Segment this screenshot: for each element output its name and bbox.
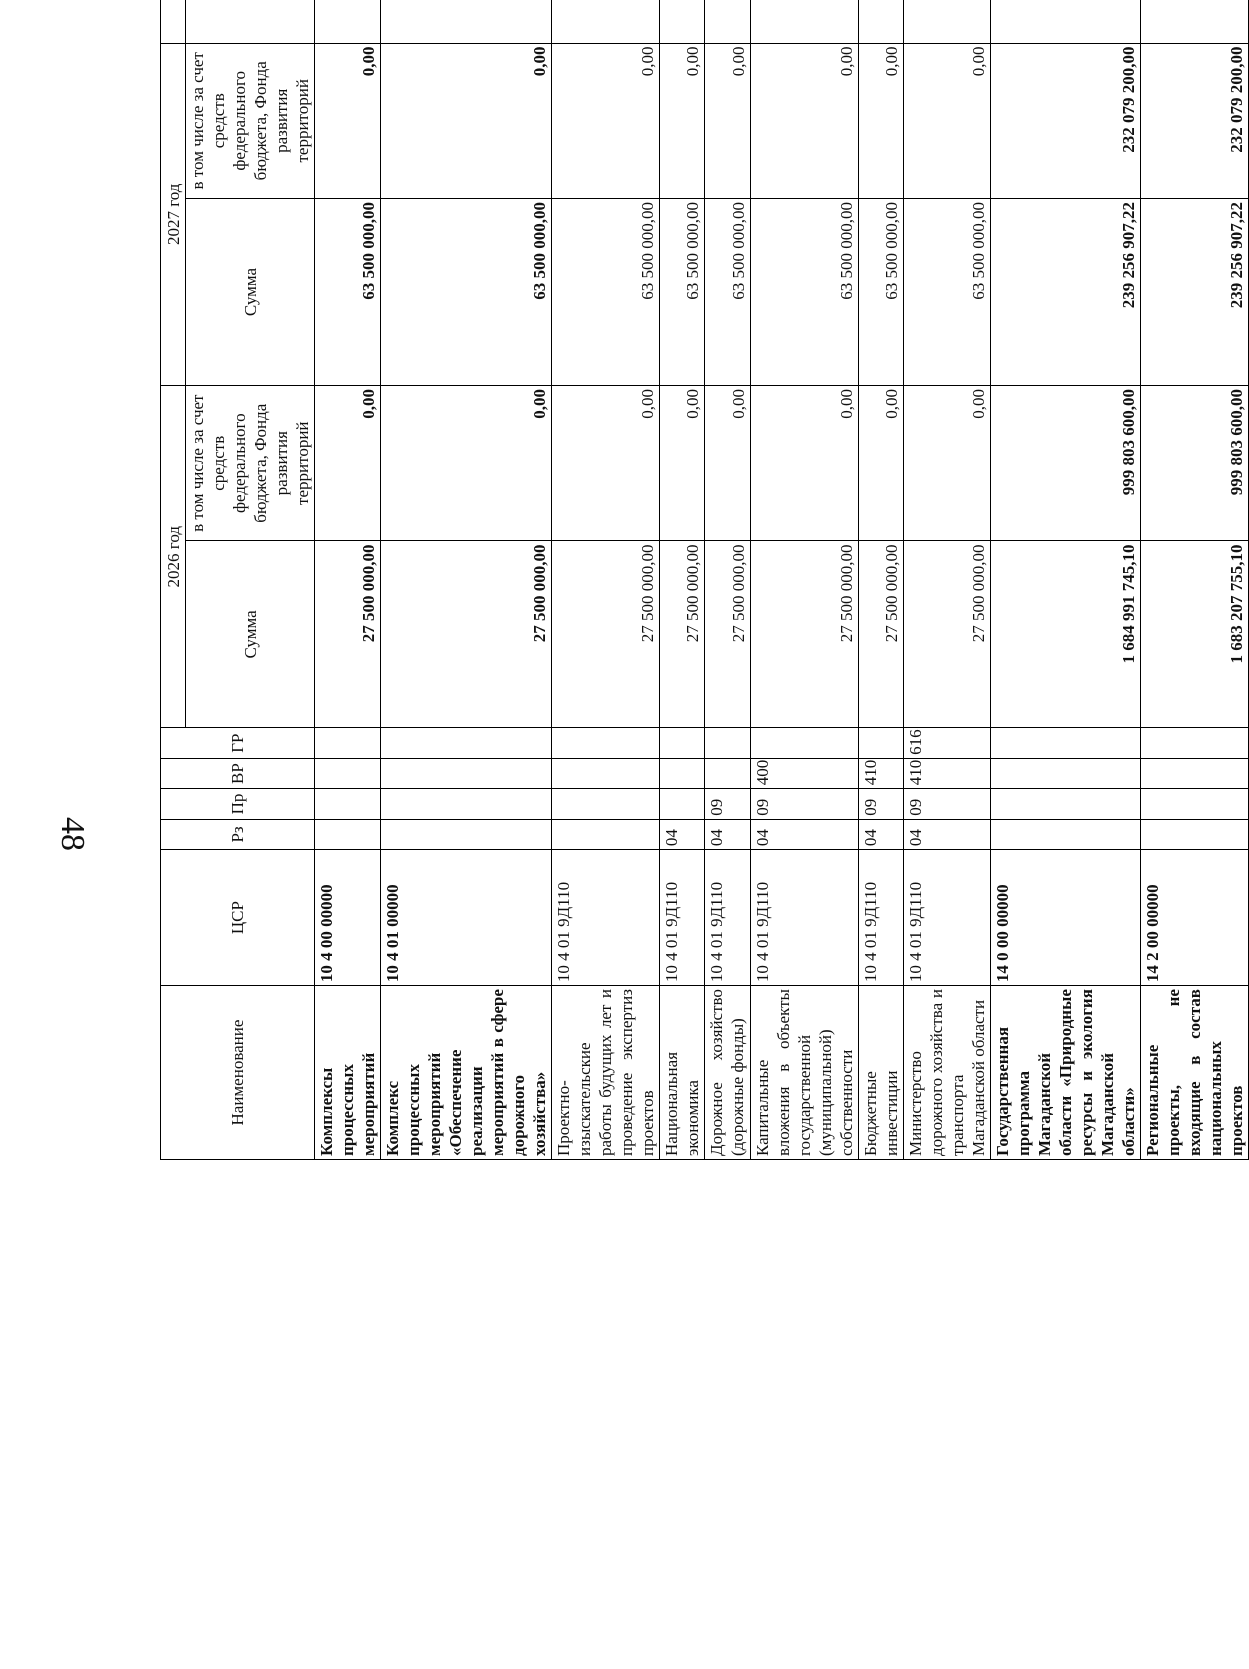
row-csr: 10 4 01 9Д110 <box>552 850 660 986</box>
row-csr: 14 2 00 00000 <box>1141 850 1249 986</box>
row-sum-2026: 27 500 000,00 <box>705 541 751 728</box>
row-sum-2027: 63 500 000,00 <box>751 199 859 386</box>
row-vr <box>705 758 751 788</box>
row-name: Комплексы процессных мероприятий <box>315 986 381 1160</box>
row-fed-2027: 0,00 <box>751 43 859 198</box>
header-year-2027: 2027 год <box>161 43 186 385</box>
row-pr <box>1141 789 1249 819</box>
row-sum-2027: 63 500 000,00 <box>904 199 991 386</box>
row-sum-2027: 239 256 907,22 <box>1141 199 1249 386</box>
row-sum-2026: 1 683 207 755,10 <box>1141 541 1249 728</box>
row-sum-2028 <box>859 0 904 43</box>
row-gr <box>751 728 859 758</box>
page-number: 48 <box>54 817 91 851</box>
table-row <box>660 0 705 1160</box>
row-csr: 10 4 01 9Д110 <box>705 850 751 986</box>
row-pr: 09 <box>751 789 859 819</box>
row-csr: 14 0 00 00000 <box>991 850 1141 986</box>
row-sum-2027: 63 500 000,00 <box>705 199 751 386</box>
row-pr: 09 <box>859 789 904 819</box>
row-pr: 09 <box>705 789 751 819</box>
row-sum-2028 <box>904 0 991 43</box>
row-gr <box>660 728 705 758</box>
row-name: Региональные проекты, не входящие в состав национальных проектов <box>1141 986 1249 1160</box>
row-fed-2027: 0,00 <box>705 43 751 198</box>
row-gr <box>991 728 1141 758</box>
table-row <box>705 0 751 1160</box>
row-csr: 10 4 00 00000 <box>315 850 381 986</box>
row-fed-2027: 232 079 200,00 <box>1141 43 1249 198</box>
table-row <box>991 0 1141 1160</box>
header-sum-2027: Сумма <box>186 199 315 386</box>
header-year-2028 <box>161 0 186 43</box>
row-name: Дорожное хозяйство (дорожные фонды) <box>705 986 751 1160</box>
header-name: Наименование <box>161 986 315 1160</box>
row-name: Проектно-изыскательские работы будущих лет и проведение экспертиз проектов <box>552 986 660 1160</box>
row-rz: 04 <box>904 819 991 849</box>
row-fed-2026: 0,00 <box>315 385 381 540</box>
row-sum-2028 <box>660 0 705 43</box>
row-sum-2026: 27 500 000,00 <box>381 541 552 728</box>
row-sum-2028 <box>991 0 1141 43</box>
header-fed-2027: в том числе за счет средств федерального бюджета, Фонда развития территорий <box>186 43 315 198</box>
table-row <box>751 0 859 1160</box>
row-csr: 10 4 01 9Д110 <box>751 850 859 986</box>
row-sum-2027: 239 256 907,22 <box>991 199 1141 386</box>
row-sum-2028 <box>751 0 859 43</box>
header-rz: Рз <box>161 819 315 849</box>
row-gr <box>859 728 904 758</box>
row-name: Государственная программа Магаданской области «Природные ресурсы и экология Магаданской области» <box>991 986 1141 1160</box>
header-csr: ЦСР <box>161 850 315 986</box>
budget-table <box>160 0 1249 1160</box>
row-sum-2026: 27 500 000,00 <box>904 541 991 728</box>
row-gr <box>381 728 552 758</box>
header-sum-2026: Сумма <box>186 541 315 728</box>
row-vr <box>381 758 552 788</box>
header-sum-2028 <box>186 0 315 43</box>
table-row <box>904 0 991 1160</box>
row-vr <box>552 758 660 788</box>
table-row <box>315 0 381 1160</box>
row-sum-2028 <box>552 0 660 43</box>
row-rz: 04 <box>660 819 705 849</box>
row-fed-2026: 0,00 <box>660 385 705 540</box>
row-sum-2026: 27 500 000,00 <box>660 541 705 728</box>
row-name: Национальная экономика <box>660 986 705 1160</box>
row-sum-2026: 27 500 000,00 <box>315 541 381 728</box>
row-vr <box>315 758 381 788</box>
row-pr <box>991 789 1141 819</box>
row-csr: 10 4 01 00000 <box>381 850 552 986</box>
row-sum-2027: 63 500 000,00 <box>660 199 705 386</box>
row-csr: 10 4 01 9Д110 <box>660 850 705 986</box>
header-vr: ВР <box>161 758 315 788</box>
row-rz: 04 <box>751 819 859 849</box>
row-fed-2027: 232 079 200,00 <box>991 43 1141 198</box>
row-fed-2026: 0,00 <box>552 385 660 540</box>
row-fed-2027: 0,00 <box>315 43 381 198</box>
row-gr: 616 <box>904 728 991 758</box>
row-vr: 410 <box>904 758 991 788</box>
row-gr <box>705 728 751 758</box>
row-rz <box>552 819 660 849</box>
row-sum-2028 <box>315 0 381 43</box>
header-pr: Пр <box>161 789 315 819</box>
row-rz: 04 <box>859 819 904 849</box>
row-fed-2026: 0,00 <box>705 385 751 540</box>
row-name: Комплекс процессных мероприятий «Обеспечение реализации мероприятий в сфере дорожного хозяйства» <box>381 986 552 1160</box>
row-fed-2027: 0,00 <box>904 43 991 198</box>
row-gr <box>1141 728 1249 758</box>
row-name: Капитальные вложения в объекты государственной (муниципальной) собственности <box>751 986 859 1160</box>
row-sum-2027: 63 500 000,00 <box>552 199 660 386</box>
row-sum-2027: 63 500 000,00 <box>315 199 381 386</box>
row-fed-2026: 0,00 <box>381 385 552 540</box>
row-sum-2028 <box>381 0 552 43</box>
row-fed-2026: 0,00 <box>751 385 859 540</box>
row-sum-2027: 63 500 000,00 <box>859 199 904 386</box>
row-name: Бюджетные инвестиции <box>859 986 904 1160</box>
row-pr <box>381 789 552 819</box>
table-row <box>381 0 552 1160</box>
row-vr <box>660 758 705 788</box>
table-row <box>1141 0 1249 1160</box>
header-fed-2026: в том числе за счет средств федерального бюджета, Фонда развития территорий <box>186 385 315 540</box>
row-rz: 04 <box>705 819 751 849</box>
row-fed-2026: 0,00 <box>904 385 991 540</box>
row-rz <box>991 819 1141 849</box>
row-vr <box>991 758 1141 788</box>
row-sum-2028 <box>705 0 751 43</box>
row-vr: 400 <box>751 758 859 788</box>
rotated-table-wrapper <box>160 0 1246 1160</box>
row-fed-2027: 0,00 <box>660 43 705 198</box>
row-sum-2026: 1 684 991 745,10 <box>991 541 1141 728</box>
row-name: Министерство дорожного хозяйства и транспорта Магаданской области <box>904 986 991 1160</box>
row-csr: 10 4 01 9Д110 <box>859 850 904 986</box>
row-fed-2027: 0,00 <box>859 43 904 198</box>
row-gr <box>552 728 660 758</box>
row-vr: 410 <box>859 758 904 788</box>
row-fed-2027: 0,00 <box>381 43 552 198</box>
row-fed-2027: 0,00 <box>552 43 660 198</box>
row-gr <box>315 728 381 758</box>
row-sum-2026: 27 500 000,00 <box>859 541 904 728</box>
row-pr <box>315 789 381 819</box>
table-row <box>859 0 904 1160</box>
table-row <box>552 0 660 1160</box>
row-fed-2026: 999 803 600,00 <box>1141 385 1249 540</box>
row-sum-2028 <box>1141 0 1249 43</box>
row-sum-2026: 27 500 000,00 <box>751 541 859 728</box>
row-csr: 10 4 01 9Д110 <box>904 850 991 986</box>
row-rz <box>1141 819 1249 849</box>
row-vr <box>1141 758 1249 788</box>
row-fed-2026: 999 803 600,00 <box>991 385 1141 540</box>
row-rz <box>315 819 381 849</box>
row-sum-2027: 63 500 000,00 <box>381 199 552 386</box>
row-pr: 09 <box>904 789 991 819</box>
row-pr <box>660 789 705 819</box>
row-rz <box>381 819 552 849</box>
header-year-2026: 2026 год <box>161 385 186 727</box>
row-fed-2026: 0,00 <box>859 385 904 540</box>
header-gr: ГР <box>161 728 315 758</box>
row-pr <box>552 789 660 819</box>
row-sum-2026: 27 500 000,00 <box>552 541 660 728</box>
